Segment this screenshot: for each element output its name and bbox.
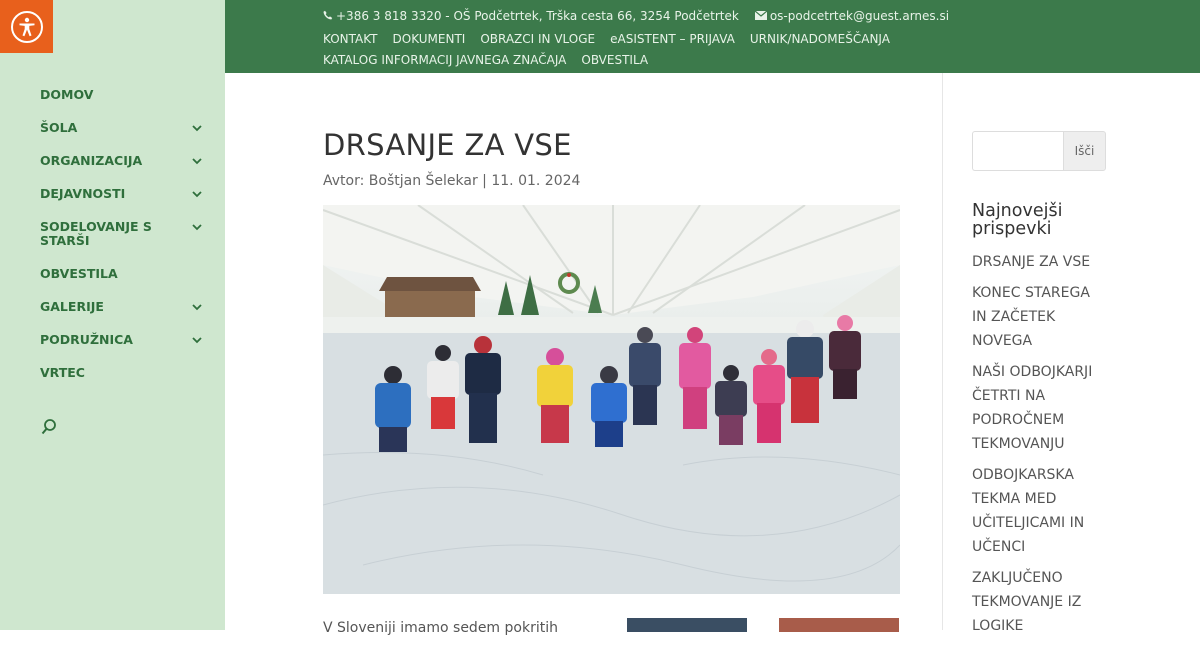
recent-posts-list	[972, 250, 1106, 638]
accessibility-button[interactable]	[0, 0, 53, 53]
post-content	[323, 73, 900, 594]
phone-text: +386 3 818 3320 - OŠ Podčetrtek, Trška cesta 66, 3254 Podčetrtek	[336, 9, 739, 23]
phone-info	[323, 8, 739, 24]
search-form	[972, 131, 1106, 171]
chevron-down-icon[interactable]	[190, 187, 204, 201]
email-text: os-podcetrtek@guest.arnes.si	[769, 9, 950, 23]
sidebar-item-label: ŠOLA	[40, 120, 78, 135]
top-menu-item[interactable]: OBRAZCI IN VLOGE	[480, 32, 596, 46]
sidebar-item-label: OBVESTILA	[40, 266, 118, 281]
sidebar-item-label: SODELOVANJE S STARŠI	[40, 219, 152, 248]
featured-image	[323, 205, 900, 594]
top-menu-item[interactable]: eASISTENT – PRIJAVA	[610, 32, 735, 46]
sidebar-item[interactable]	[40, 366, 210, 380]
sidebar-item[interactable]	[40, 187, 210, 201]
sidebar-item[interactable]	[40, 300, 210, 314]
post-excerpt: V Sloveniji imamo sedem pokritih	[323, 620, 558, 636]
search-input[interactable]	[972, 131, 1063, 171]
author-prefix: Avtor:	[323, 173, 369, 189]
sidebar-item-label: VRTEC	[40, 365, 85, 380]
recent-posts-title: Najnovejši prispevki	[972, 201, 1063, 239]
recent-post-link[interactable]: ODBOJKARSKA TEKMA MED UČITELJICAMI IN UČENCI	[972, 467, 1085, 555]
sidebar-item[interactable]	[40, 220, 210, 248]
top-header	[225, 0, 1200, 73]
top-menu-item[interactable]: URNIK/NADOMEŠČANJA	[749, 32, 890, 46]
sidebar-item-label: ORGANIZACIJA	[40, 153, 143, 168]
right-sidebar	[972, 131, 1106, 645]
post-date: 11. 01. 2024	[491, 173, 581, 189]
post-meta	[323, 173, 900, 189]
top-menu	[323, 29, 963, 71]
sidebar-item[interactable]	[40, 154, 210, 168]
meta-separator: |	[477, 173, 492, 189]
envelope-icon	[755, 8, 767, 24]
accessibility-icon	[11, 11, 43, 43]
recent-post-link[interactable]: NAŠI ODBOJKARJI ČETRTI NA PODROČNEM TEKMOVANJU	[972, 364, 1093, 452]
top-menu-item[interactable]: OBVESTILA	[581, 53, 649, 67]
left-sidebar	[0, 0, 225, 630]
sidebar-item[interactable]	[40, 267, 210, 281]
contact-info	[323, 8, 949, 24]
sidebar-item[interactable]	[40, 88, 210, 102]
chevron-down-icon[interactable]	[190, 154, 204, 168]
sidebar-item-label: DOMOV	[40, 87, 94, 102]
sidebar-item-label: GALERIJE	[40, 299, 104, 314]
sidebar-item[interactable]	[40, 333, 210, 347]
chevron-down-icon[interactable]	[190, 220, 204, 234]
sidebar-item-label: PODRUŽNICA	[40, 332, 133, 347]
chevron-down-icon[interactable]	[190, 121, 204, 135]
phone-icon	[323, 8, 333, 24]
sidebar-item[interactable]	[40, 121, 210, 135]
chevron-down-icon[interactable]	[190, 333, 204, 347]
top-menu-item[interactable]: KATALOG INFORMACIJ JAVNEGA ZNAČAJA	[323, 53, 567, 67]
top-menu-item[interactable]: KONTAKT	[323, 32, 378, 46]
chevron-down-icon[interactable]	[190, 300, 204, 314]
recent-post-link[interactable]: KONEC STAREGA IN ZAČETEK NOVEGA	[972, 285, 1090, 349]
top-menu-item[interactable]: DOKUMENTI	[392, 32, 466, 46]
email-info[interactable]	[755, 8, 949, 24]
author-link[interactable]: Boštjan Šelekar	[368, 173, 478, 189]
sidebar-item-label: DEJAVNOSTI	[40, 186, 126, 201]
search-icon[interactable]	[40, 418, 60, 438]
post-title: DRSANJE ZA VSE	[323, 128, 572, 162]
content-divider	[942, 73, 943, 630]
recent-post-link[interactable]: DRSANJE ZA VSE	[972, 254, 1091, 270]
main-nav	[40, 88, 210, 399]
search-button[interactable]: Išči	[1063, 131, 1106, 171]
recent-post-link[interactable]: ZAKLJUČENO TEKMOVANJE IZ LOGIKE	[972, 570, 1082, 634]
